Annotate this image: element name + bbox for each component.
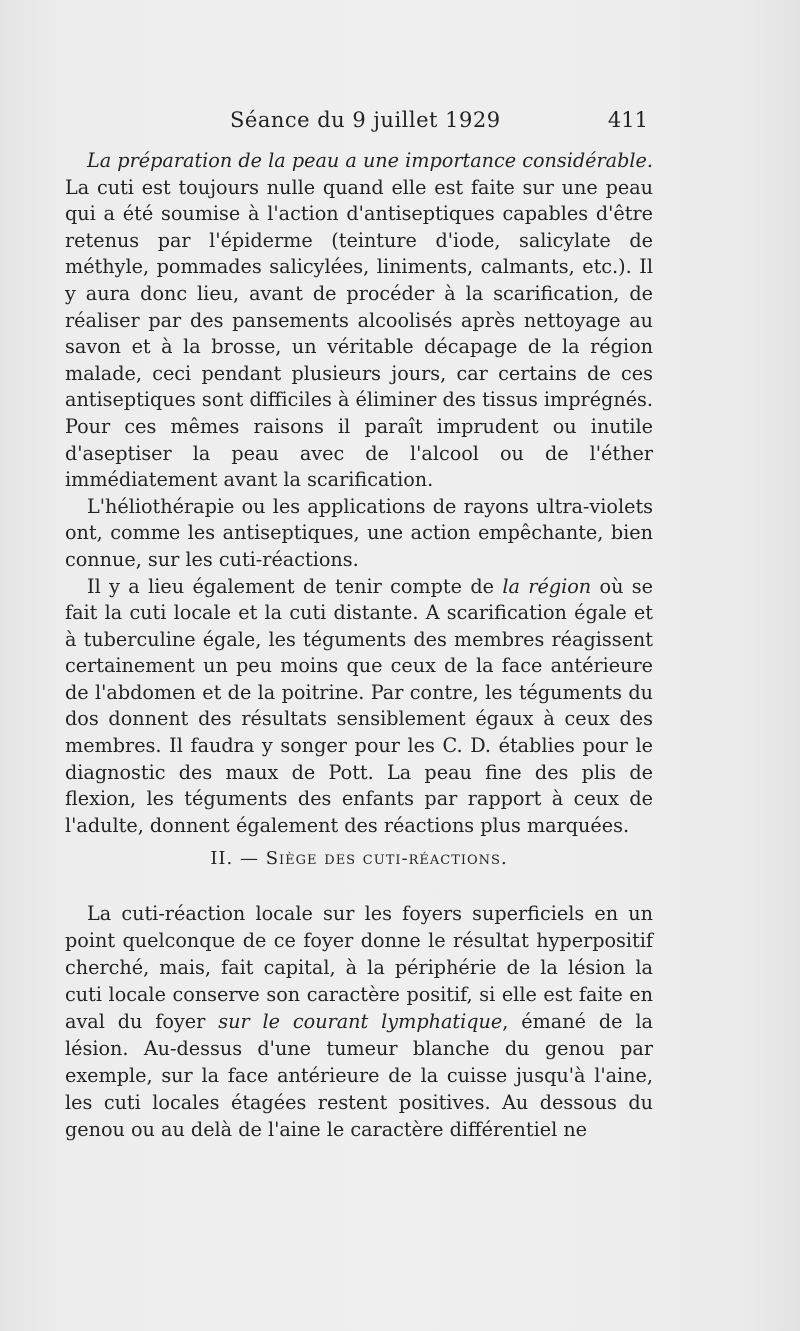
paragraph-skin-preparation xyxy=(65,148,653,494)
page-header xyxy=(65,108,650,138)
main-text xyxy=(65,148,653,839)
paragraph-region xyxy=(65,574,653,840)
section-text xyxy=(65,900,653,1143)
paragraph-text-before: Il y a lieu également de tenir compte de xyxy=(87,574,503,598)
paragraph-text: L'héliothérapie ou les applications de rayons ultra-violets ont, comme les antiseptiques, une action empêchante, bien connue, sur les cuti-réactions. xyxy=(65,494,653,571)
paragraph-heliotherapy xyxy=(65,494,653,574)
paragraph-text-after: , émané de la lésion. Au-dessus d'une tumeur blanche du genou par exemple, sur la face antérieure de la cuisse jusqu'à l'aine, les cuti locales étagées restent positives. Au dessous du genou ou au delà de l'aine le caractère différentiel ne xyxy=(65,1010,653,1141)
section-title: Siège des cuti-réactions. xyxy=(265,848,508,869)
section-heading xyxy=(65,848,653,869)
page-number: 411 xyxy=(607,108,648,132)
paragraph-text: La cuti est toujours nulle quand elle est faite sur une peau qui a été soumise à l'action d'antiseptiques capables d'être retenus par l'épiderme (teinture d'iode, salicylate de méthyle, pommades salicylées, liniments, calmants, etc.). Il y aura donc lieu, avant de procéder à la scarification, de réaliser par des pansements alcoolisés après nettoyage au savon et à la brosse, un véritable décapage de la région malade, ceci pendant plusieurs jours, car certains de ces antiseptiques sont difficiles à éliminer des tissus imprégnés. Pour ces mêmes raisons il paraît imprudent ou inutile d'aseptiser la peau avec de l'alcool ou de l'éther immédiatement avant la scarification. xyxy=(65,175,653,492)
paragraph-italic: la région xyxy=(502,574,592,598)
paragraph-text-after: où se fait la cuti locale et la cuti distante. A scarification égale et à tuberculine égale, les téguments des membres réagissent certainement un peu moins que ceux de la face antérieure de l'abdomen et de la poitrine. Par contre, les téguments du dos donnent des résultats sensiblement égaux à ceux des membres. Il faudra y songer pour les C. D. établies pour le diagnostic des maux de Pott. La peau fine des plis de flexion, les téguments des enfants par rapport à ceux de l'adulte, donnent également des réactions plus marquées. xyxy=(65,574,654,837)
paragraph-localization xyxy=(65,900,653,1143)
running-title: Séance du 9 juillet 1929 xyxy=(230,108,501,132)
paragraph-text-before: La cuti-réaction locale sur les foyers superficiels en un point quelconque de ce foyer donne le résultat hyperpositif cherché, mais, fait capital, à la périphérie de la lésion la cuti locale conserve son caractère positif, si elle est faite en aval du foyer xyxy=(65,902,653,1033)
paragraph-italic: sur le courant lymphatique xyxy=(218,1010,503,1033)
paragraph-lead-italic: La préparation de la peau a une importance considérable. xyxy=(87,149,653,172)
section-number: II. — xyxy=(210,848,259,869)
